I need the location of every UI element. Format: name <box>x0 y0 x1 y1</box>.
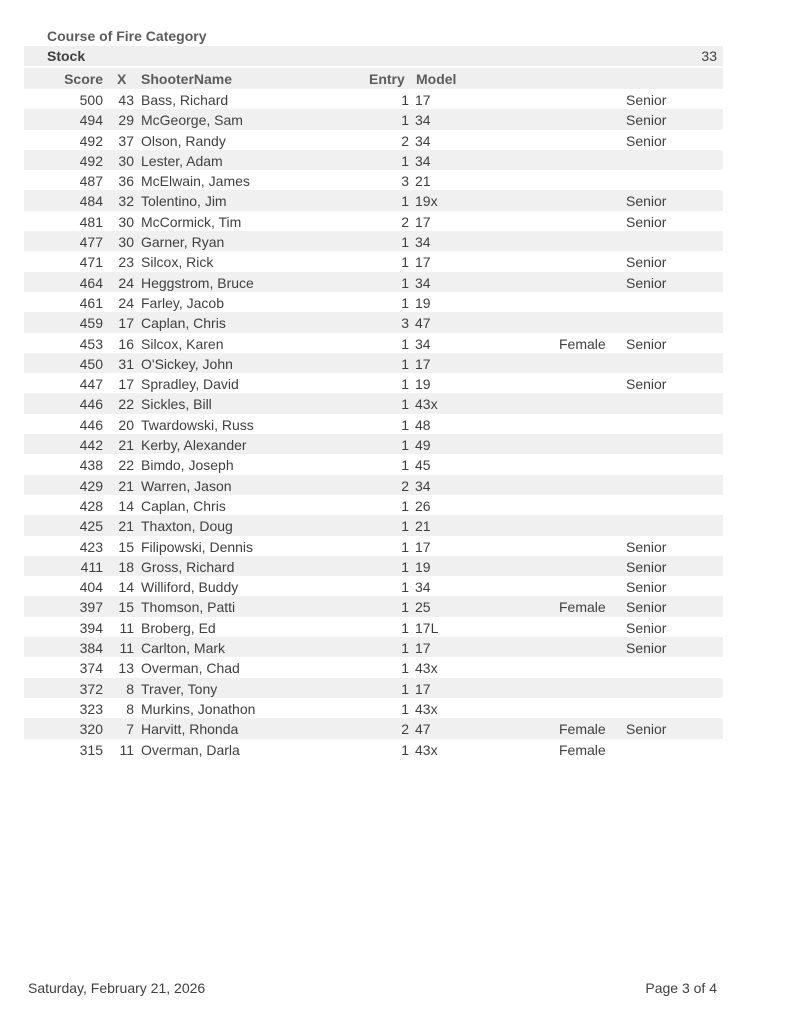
column-header-row <box>24 68 723 89</box>
table-row <box>24 678 723 698</box>
cell-age-class: Senior <box>626 254 667 271</box>
cell-model: 34 <box>415 112 431 129</box>
cell-shooter-name: Caplan, Chris <box>141 497 226 514</box>
column-header-model: Model <box>416 71 457 87</box>
cell-entry: 1 <box>401 112 409 129</box>
cell-shooter-name: Warren, Jason <box>141 477 232 494</box>
column-header-score: Score <box>64 71 103 87</box>
cell-x-count: 15 <box>118 538 134 555</box>
cell-shooter-name: Murkins, Jonathon <box>141 700 256 717</box>
cell-age-class: Senior <box>626 376 667 393</box>
cell-score: 411 <box>80 558 103 575</box>
cell-x-count: 30 <box>118 234 134 251</box>
table-row <box>24 434 723 454</box>
cell-score: 477 <box>79 234 103 251</box>
results-table <box>24 89 723 759</box>
cell-score: 384 <box>79 640 103 657</box>
table-row <box>24 231 723 251</box>
table-row <box>24 353 723 373</box>
cell-age-class: Senior <box>626 558 667 575</box>
cell-shooter-name: Gross, Richard <box>141 558 235 575</box>
cell-x-count: 8 <box>126 700 134 717</box>
footer-date: Saturday, February 21, 2026 <box>28 980 206 996</box>
cell-model: 19 <box>415 558 431 575</box>
column-header-entry: Entry <box>369 71 405 87</box>
cell-x-count: 15 <box>118 599 134 616</box>
table-row <box>24 251 723 271</box>
cell-entry: 1 <box>401 193 409 210</box>
cell-model: 17 <box>415 640 431 657</box>
cell-entry: 1 <box>401 599 409 616</box>
cell-entry: 1 <box>401 619 409 636</box>
cell-shooter-name: Overman, Darla <box>141 741 240 758</box>
cell-entry: 1 <box>401 660 409 677</box>
cell-entry: 1 <box>401 376 409 393</box>
table-row <box>24 556 723 576</box>
cell-model: 17 <box>415 680 431 697</box>
cell-x-count: 32 <box>118 193 134 210</box>
cell-x-count: 7 <box>126 721 134 738</box>
cell-shooter-name: McElwain, James <box>141 173 250 190</box>
cell-age-class: Senior <box>626 619 667 636</box>
cell-x-count: 29 <box>118 112 134 129</box>
table-row <box>24 211 723 231</box>
cell-entry: 1 <box>401 741 409 758</box>
cell-model: 34 <box>415 579 431 596</box>
table-row <box>24 272 723 292</box>
cell-entry: 1 <box>401 579 409 596</box>
cell-x-count: 11 <box>119 640 134 657</box>
cell-model: 17L <box>415 619 439 636</box>
cell-shooter-name: Olson, Randy <box>141 132 226 149</box>
cell-score: 442 <box>79 437 103 454</box>
cell-score: 481 <box>79 213 103 230</box>
cell-model: 25 <box>415 599 431 616</box>
table-row <box>24 576 723 596</box>
cell-score: 374 <box>79 660 103 677</box>
cell-gender: Female <box>559 599 606 616</box>
cell-age-class: Senior <box>626 213 667 230</box>
cell-shooter-name: Overman, Chad <box>141 660 240 677</box>
cell-model: 34 <box>415 132 431 149</box>
table-row <box>24 109 723 129</box>
cell-x-count: 23 <box>118 254 134 271</box>
group-header <box>24 46 723 66</box>
cell-score: 453 <box>79 335 103 352</box>
table-row <box>24 333 723 353</box>
cell-model: 49 <box>415 437 431 454</box>
footer-page-number: Page 3 of 4 <box>645 980 717 996</box>
cell-score: 459 <box>79 315 103 332</box>
cell-score: 484 <box>79 193 103 210</box>
cell-age-class: Senior <box>626 112 667 129</box>
cell-entry: 1 <box>401 700 409 717</box>
cell-model: 43x <box>415 660 438 677</box>
cell-shooter-name: Thaxton, Doug <box>141 518 233 535</box>
cell-shooter-name: Thomson, Patti <box>141 599 236 616</box>
cell-model: 17 <box>415 355 431 372</box>
cell-shooter-name: McGeorge, Sam <box>141 112 243 129</box>
cell-x-count: 8 <box>126 680 134 697</box>
table-row <box>24 312 723 332</box>
cell-model: 34 <box>415 152 431 169</box>
cell-x-count: 24 <box>118 294 134 311</box>
cell-age-class: Senior <box>626 599 667 616</box>
cell-score: 447 <box>79 376 103 393</box>
table-row <box>24 698 723 718</box>
cell-score: 397 <box>79 599 103 616</box>
cell-entry: 1 <box>401 680 409 697</box>
cell-shooter-name: Silcox, Rick <box>141 254 214 271</box>
cell-x-count: 30 <box>118 213 134 230</box>
cell-score: 315 <box>79 741 103 758</box>
cell-entry: 1 <box>401 497 409 514</box>
table-row <box>24 373 723 393</box>
group-name: Stock <box>47 48 86 64</box>
cell-model: 19 <box>415 294 431 311</box>
cell-score: 446 <box>79 416 103 433</box>
cell-entry: 1 <box>401 234 409 251</box>
cell-entry: 2 <box>401 213 409 230</box>
cell-model: 34 <box>415 335 431 352</box>
cell-shooter-name: Silcox, Karen <box>141 335 224 352</box>
cell-entry: 1 <box>401 274 409 291</box>
cell-score: 461 <box>79 294 103 311</box>
cell-model: 19 <box>415 376 431 393</box>
cell-shooter-name: Traver, Tony <box>141 680 218 697</box>
table-row <box>24 617 723 637</box>
cell-shooter-name: Kerby, Alexander <box>141 437 247 454</box>
cell-shooter-name: McCormick, Tim <box>141 213 242 230</box>
cell-entry: 1 <box>401 558 409 575</box>
cell-model: 17 <box>415 213 431 230</box>
group-count: 33 <box>701 48 717 64</box>
cell-shooter-name: Garner, Ryan <box>141 234 225 251</box>
cell-x-count: 20 <box>118 416 134 433</box>
cell-model: 21 <box>415 173 431 190</box>
cell-score: 394 <box>79 619 103 636</box>
cell-shooter-name: Sickles, Bill <box>141 396 212 413</box>
cell-x-count: 16 <box>118 335 134 352</box>
cell-entry: 1 <box>401 254 409 271</box>
cell-gender: Female <box>559 335 606 352</box>
cell-shooter-name: Spradley, David <box>141 376 239 393</box>
cell-score: 500 <box>79 92 103 108</box>
cell-entry: 2 <box>401 132 409 149</box>
cell-shooter-name: Bass, Richard <box>141 92 229 108</box>
cell-shooter-name: Farley, Jacob <box>141 294 224 311</box>
cell-x-count: 17 <box>118 376 134 393</box>
cell-x-count: 21 <box>118 437 134 454</box>
cell-model: 43x <box>415 396 438 413</box>
table-row <box>24 89 723 109</box>
table-row <box>24 130 723 150</box>
cell-age-class: Senior <box>626 538 667 555</box>
cell-x-count: 36 <box>118 173 134 190</box>
cell-age-class: Senior <box>626 274 667 291</box>
cell-model: 45 <box>415 457 431 474</box>
cell-shooter-name: O'Sickey, John <box>141 355 233 372</box>
table-row <box>24 475 723 495</box>
cell-model: 34 <box>415 477 431 494</box>
table-row <box>24 414 723 434</box>
cell-age-class: Senior <box>626 193 667 210</box>
cell-shooter-name: Heggstrom, Bruce <box>141 274 254 291</box>
cell-score: 464 <box>79 274 103 291</box>
cell-x-count: 21 <box>118 477 134 494</box>
cell-model: 43x <box>415 741 438 758</box>
cell-shooter-name: Carlton, Mark <box>141 640 226 657</box>
cell-score: 446 <box>79 396 103 413</box>
cell-x-count: 22 <box>118 396 134 413</box>
cell-x-count: 21 <box>118 518 134 535</box>
cell-model: 19x <box>415 193 438 210</box>
cell-entry: 1 <box>401 457 409 474</box>
cell-entry: 1 <box>401 294 409 311</box>
cell-score: 423 <box>79 538 103 555</box>
cell-entry: 2 <box>401 721 409 738</box>
cell-age-class: Senior <box>626 640 667 657</box>
cell-score: 471 <box>79 254 103 271</box>
cell-entry: 3 <box>401 315 409 332</box>
cell-x-count: 14 <box>118 497 134 514</box>
cell-model: 21 <box>415 518 431 535</box>
cell-age-class: Senior <box>626 335 667 352</box>
cell-shooter-name: Lester, Adam <box>141 152 223 169</box>
cell-x-count: 11 <box>119 741 134 758</box>
cell-score: 494 <box>79 112 103 129</box>
cell-x-count: 18 <box>118 558 134 575</box>
cell-gender: Female <box>559 741 606 758</box>
cell-shooter-name: Tolentino, Jim <box>141 193 227 210</box>
cell-score: 450 <box>79 355 103 372</box>
cell-x-count: 17 <box>118 315 134 332</box>
cell-shooter-name: Broberg, Ed <box>141 619 216 636</box>
table-row <box>24 718 723 738</box>
cell-x-count: 37 <box>118 132 134 149</box>
table-row <box>24 515 723 535</box>
cell-model: 17 <box>415 254 431 271</box>
cell-model: 17 <box>415 538 431 555</box>
cell-entry: 1 <box>401 437 409 454</box>
cell-x-count: 14 <box>118 579 134 596</box>
cell-model: 47 <box>415 721 431 738</box>
cell-entry: 1 <box>401 152 409 169</box>
cell-x-count: 31 <box>118 355 134 372</box>
cell-shooter-name: Harvitt, Rhonda <box>141 721 239 738</box>
table-row <box>24 739 723 759</box>
cell-model: 43x <box>415 700 438 717</box>
cell-age-class: Senior <box>626 721 667 738</box>
table-row <box>24 190 723 210</box>
cell-shooter-name: Bimdo, Joseph <box>141 457 234 474</box>
cell-score: 372 <box>79 680 103 697</box>
cell-shooter-name: Filipowski, Dennis <box>141 538 254 555</box>
cell-age-class: Senior <box>626 92 667 108</box>
cell-x-count: 24 <box>118 274 134 291</box>
cell-gender: Female <box>559 721 606 738</box>
cell-score: 428 <box>79 497 103 514</box>
cell-score: 492 <box>79 152 103 169</box>
cell-entry: 2 <box>401 477 409 494</box>
table-row <box>24 657 723 677</box>
table-row <box>24 637 723 657</box>
table-row <box>24 536 723 556</box>
table-row <box>24 596 723 616</box>
table-row <box>24 495 723 515</box>
cell-model: 26 <box>415 497 431 514</box>
cell-entry: 1 <box>401 416 409 433</box>
column-header-shooter-name: ShooterName <box>141 71 233 87</box>
cell-shooter-name: Williford, Buddy <box>141 579 239 596</box>
cell-score: 425 <box>79 518 103 535</box>
cell-score: 492 <box>79 132 103 149</box>
cell-x-count: 11 <box>119 619 134 636</box>
cell-x-count: 13 <box>118 660 134 677</box>
cell-score: 487 <box>79 173 103 190</box>
cell-entry: 1 <box>401 538 409 555</box>
cell-entry: 1 <box>401 92 409 108</box>
cell-x-count: 30 <box>118 152 134 169</box>
cell-model: 17 <box>415 92 431 108</box>
cell-model: 48 <box>415 416 431 433</box>
cell-x-count: 43 <box>118 92 134 108</box>
cell-entry: 3 <box>401 173 409 190</box>
cell-entry: 1 <box>401 518 409 535</box>
category-title: Course of Fire Category <box>47 28 207 44</box>
table-row <box>24 393 723 413</box>
cell-age-class: Senior <box>626 132 667 149</box>
cell-entry: 1 <box>401 355 409 372</box>
column-header-x: X <box>117 71 127 87</box>
cell-score: 429 <box>79 477 103 494</box>
cell-x-count: 22 <box>118 457 134 474</box>
table-row <box>24 292 723 312</box>
table-row <box>24 170 723 190</box>
cell-model: 34 <box>415 234 431 251</box>
table-row <box>24 454 723 474</box>
cell-score: 323 <box>79 700 103 717</box>
cell-model: 34 <box>415 274 431 291</box>
cell-entry: 1 <box>401 640 409 657</box>
cell-entry: 1 <box>401 335 409 352</box>
cell-age-class: Senior <box>626 579 667 596</box>
cell-score: 438 <box>79 457 103 474</box>
cell-score: 404 <box>79 579 103 596</box>
cell-model: 47 <box>415 315 431 332</box>
cell-shooter-name: Caplan, Chris <box>141 315 226 332</box>
table-row <box>24 150 723 170</box>
cell-score: 320 <box>79 721 103 738</box>
cell-shooter-name: Twardowski, Russ <box>141 416 254 433</box>
cell-entry: 1 <box>401 396 409 413</box>
